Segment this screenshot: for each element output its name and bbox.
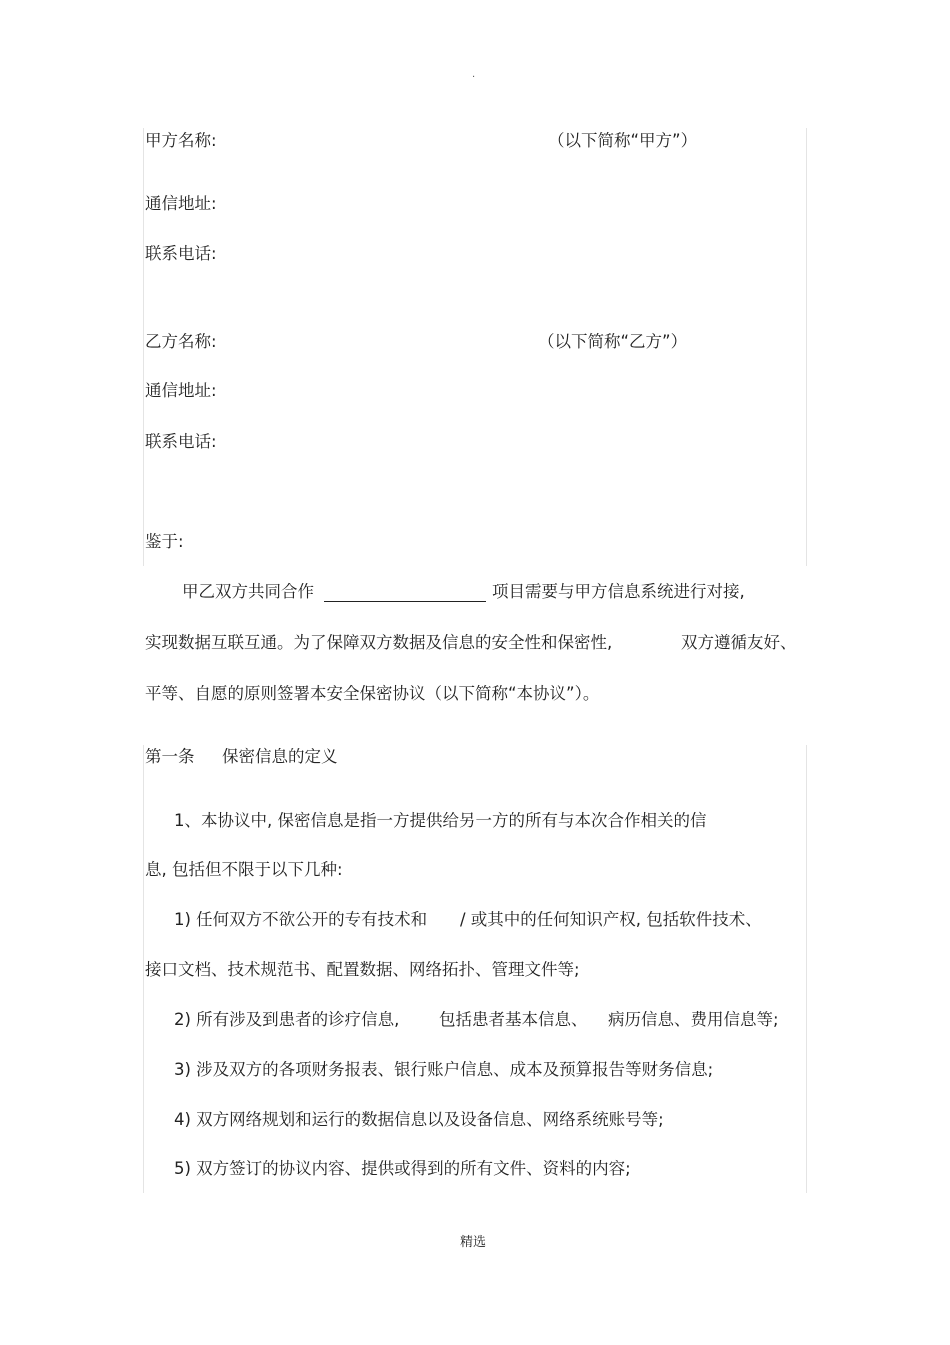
party-b-phone-label: 联系电话: [145, 432, 217, 451]
party-a-address-label: 通信地址: [145, 194, 217, 213]
margin-line-left-top [143, 128, 144, 566]
item-2-part-c: 病历信息、费用信息等; [608, 1010, 779, 1029]
item-5: 5) 双方签订的协议内容、提供或得到的所有文件、资料的内容; [174, 1159, 631, 1178]
footer-label: 精选 [460, 1235, 487, 1250]
margin-line-right-top [806, 128, 807, 566]
item-1-part-a: 1) 任何双方不欲公开的专有技术和 [174, 910, 428, 929]
whereas-line-2b: 双方遵循友好、 [681, 633, 797, 652]
whereas-line-3: 平等、自愿的原则签署本安全保密协议（以下简称“本协议”）。 [145, 684, 600, 703]
whereas-line-1-suffix: 项目需要与甲方信息系统进行对接, [492, 582, 745, 601]
item-1-part-b: / 或其中的任何知识产权, 包括软件技术、 [460, 910, 762, 929]
whereas-line-1 [182, 582, 745, 602]
item-2-part-a: 2) 所有涉及到患者的诊疗信息, [174, 1010, 400, 1029]
party-a-short-name: （以下简称“甲方”） [548, 131, 698, 150]
article-1-p1-line2: 息, 包括但不限于以下几种: [145, 860, 343, 879]
item-3: 3) 涉及双方的各项财务报表、银行账户信息、成本及预算报告等财务信息; [174, 1060, 714, 1079]
item-4: 4) 双方网络规划和运行的数据信息以及设备信息、网络系统账号等; [174, 1110, 664, 1129]
header-mark: · [472, 72, 476, 83]
article-1-p1-line1: 1、本协议中, 保密信息是指一方提供给另一方的所有与本次合作相关的信 [174, 811, 707, 830]
margin-line-left-bottom [143, 745, 144, 1193]
party-a-phone-label: 联系电话: [145, 244, 217, 263]
item-1-line-2: 接口文档、技术规范书、配置数据、网络拓扑、管理文件等; [145, 960, 580, 979]
whereas-line-2a: 实现数据互联互通。为了保障双方数据及信息的安全性和保密性, [145, 633, 613, 652]
item-2-part-b: 包括患者基本信息、 [439, 1010, 588, 1029]
party-b-short-name: （以下简称“乙方”） [538, 332, 688, 351]
article-1-number: 第一条 [145, 747, 195, 766]
article-1-title: 保密信息的定义 [222, 747, 338, 766]
margin-line-right-bottom [806, 745, 807, 1193]
whereas-label: 鉴于: [145, 532, 184, 551]
party-b-name-label: 乙方名称: [145, 332, 217, 351]
whereas-line-1-prefix: 甲乙双方共同合作 [182, 582, 314, 601]
project-name-blank [324, 583, 486, 602]
party-b-address-label: 通信地址: [145, 381, 217, 400]
party-a-name-label: 甲方名称: [145, 131, 217, 150]
